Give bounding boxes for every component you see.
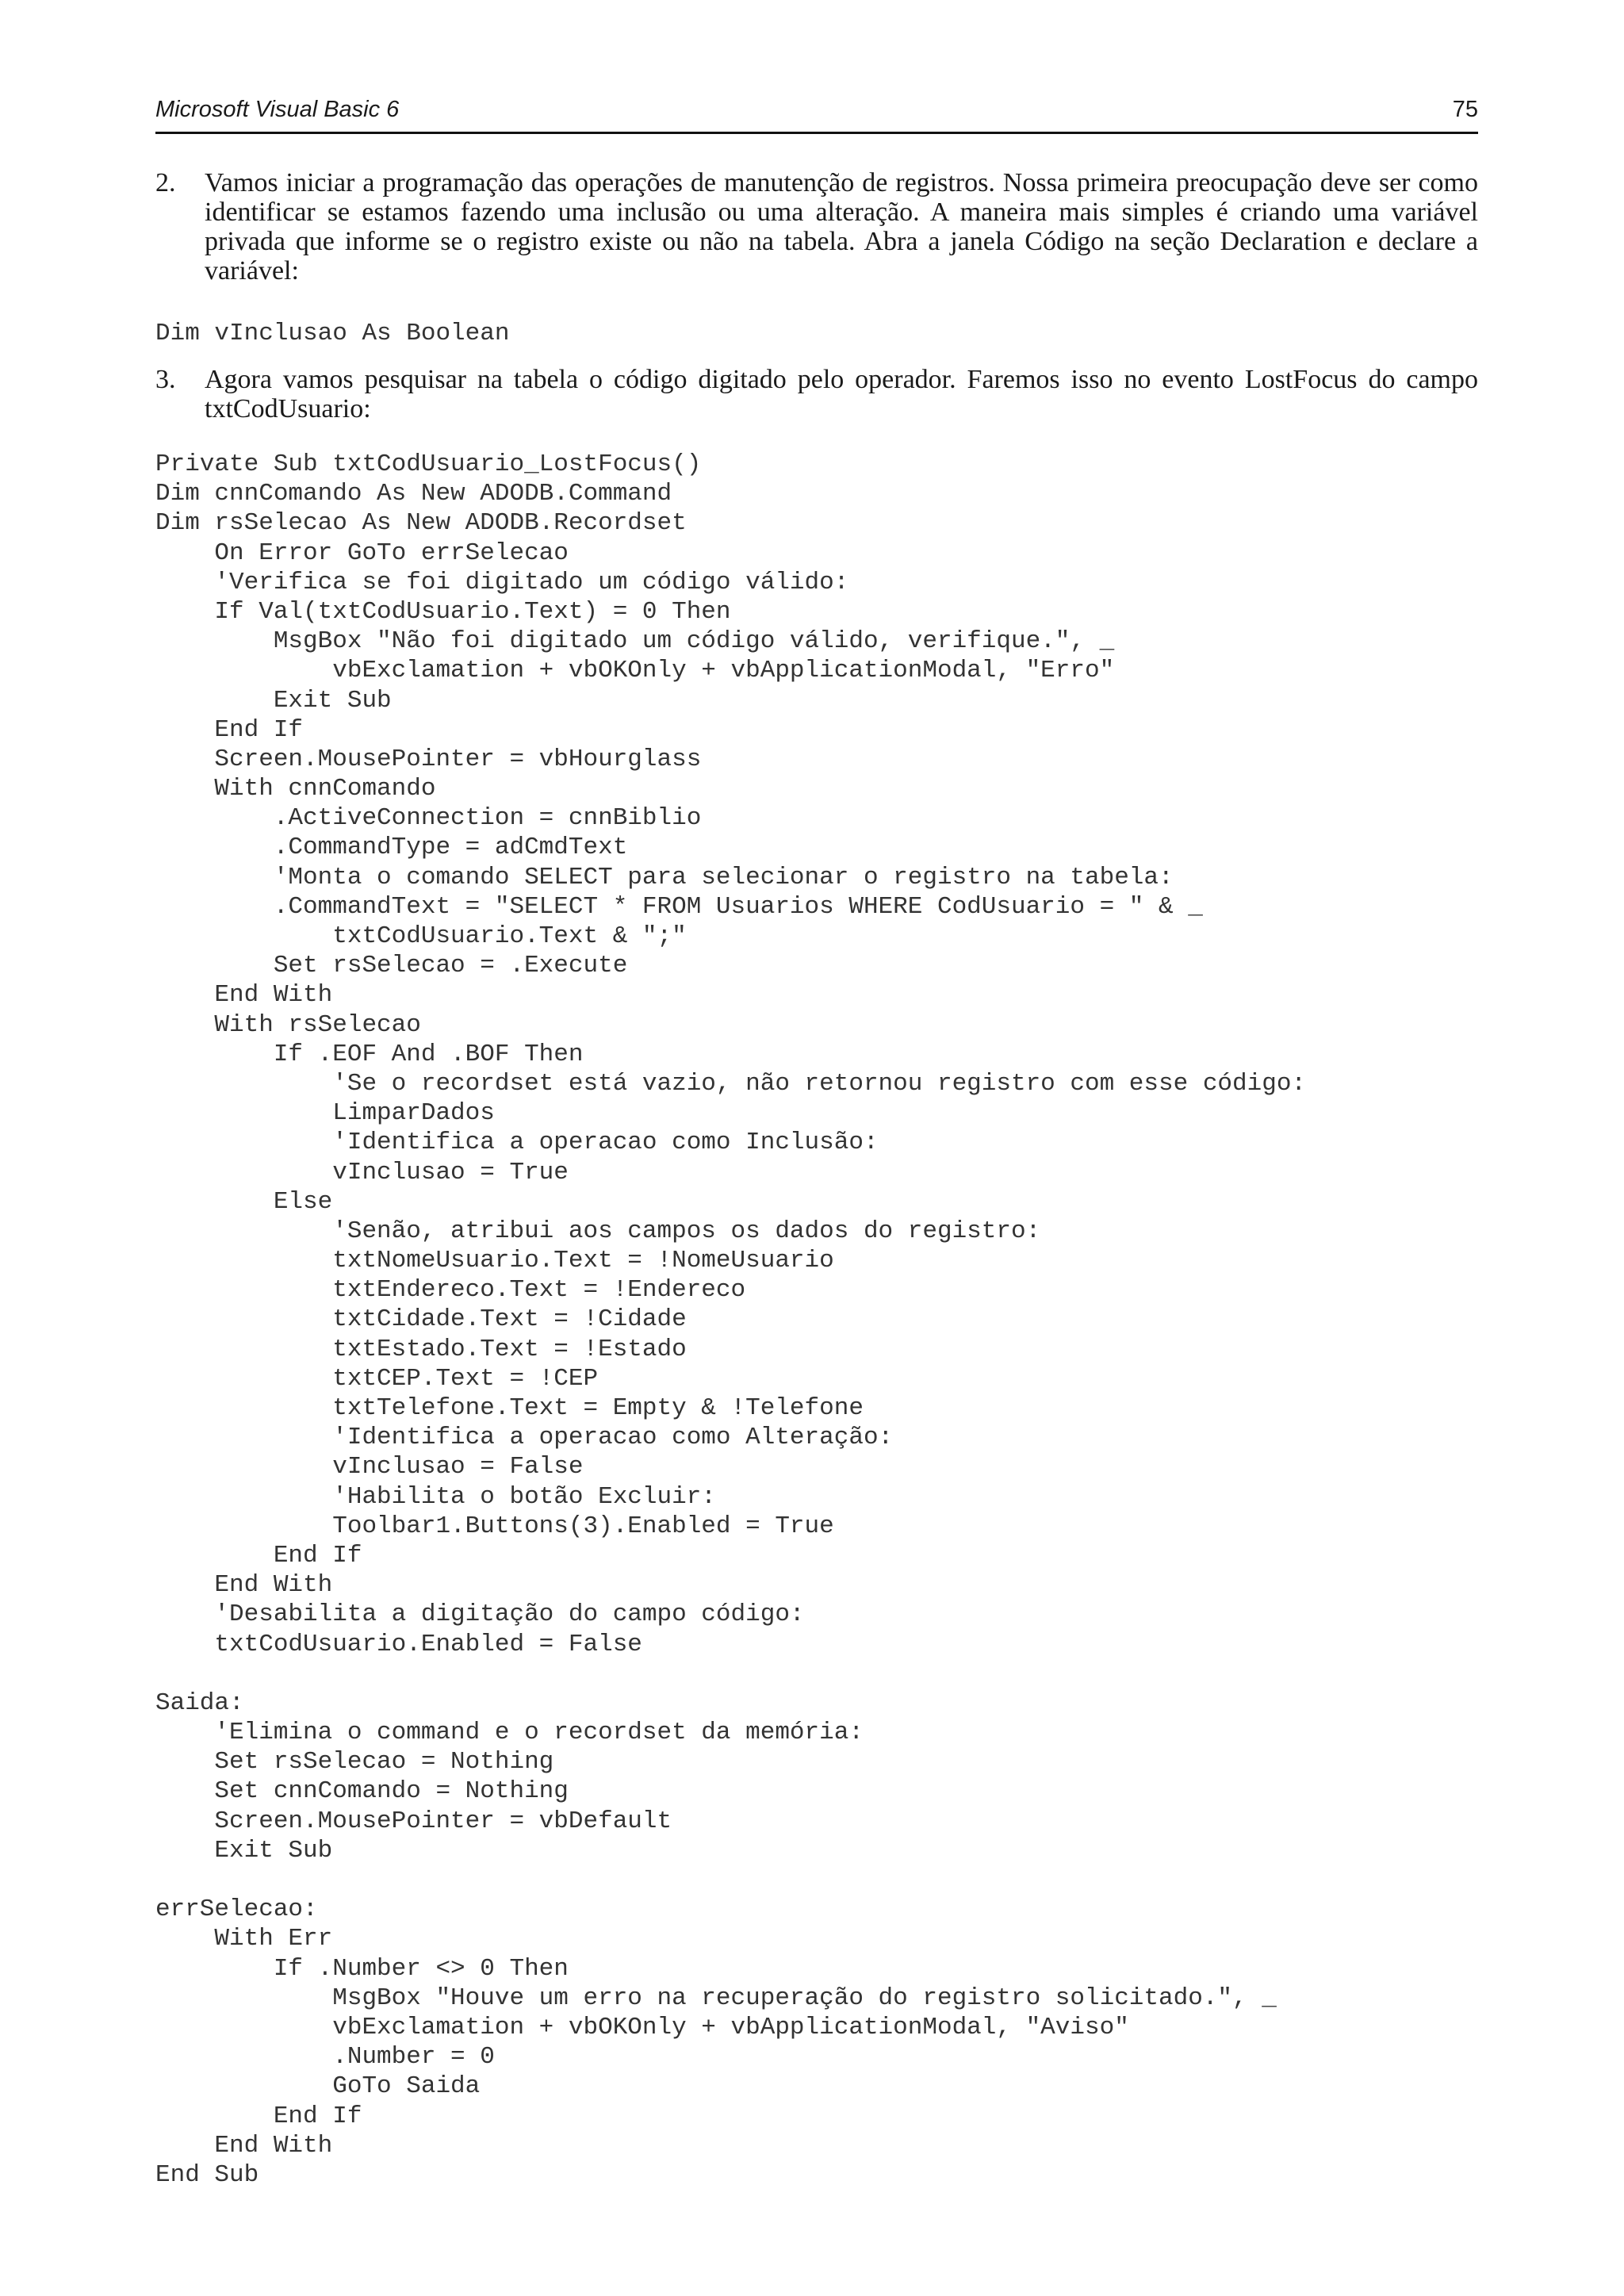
code-line: 'Elimina o command e o recordset da memória: <box>155 1719 864 1747</box>
code-line: 'Senão, atribui aos campos os dados do registro: <box>155 1217 1041 1245</box>
code-line: txtEstado.Text = !Estado <box>155 1335 687 1363</box>
code-line: vbExclamation + vbOKOnly + vbApplicationModal, "Aviso" <box>155 2013 1129 2041</box>
code-line: Exit Sub <box>155 1836 333 1865</box>
step-text: Agora vamos pesquisar na tabela o código digitado pelo operador. Faremos isso no evento LostFocus do campo txtCodUsuario: <box>205 365 1478 424</box>
code-line: End If <box>155 2102 362 2130</box>
code-line <box>155 1865 1306 1895</box>
code-line: errSelecao: <box>155 1895 318 1924</box>
code-line: Exit Sub <box>155 686 392 715</box>
code-line: txtNomeUsuario.Text = !NomeUsuario <box>155 1247 834 1275</box>
code-line: With cnnComando <box>155 775 436 803</box>
code-line: If Val(txtCodUsuario.Text) = 0 Then <box>155 597 731 626</box>
code-line: End If <box>155 715 304 744</box>
code-line: End With <box>155 2131 333 2160</box>
code-line: 'Se o recordset está vazio, não retornou registro com esse código: <box>155 1069 1307 1098</box>
code-line: LimparDados <box>155 1099 495 1128</box>
page-number: 75 <box>1452 97 1478 122</box>
code-line: MsgBox "Houve um erro na recuperação do registro solicitado.", _ <box>155 1984 1277 2012</box>
code-line: .CommandType = adCmdText <box>155 834 628 862</box>
code-line: Set rsSelecao = .Execute <box>155 952 628 980</box>
code-line: Else <box>155 1187 333 1216</box>
code-line: MsgBox "Não foi digitado um código válido, verifique.", _ <box>155 627 1115 656</box>
code-line: txtCEP.Text = !CEP <box>155 1364 599 1393</box>
code-line: Set rsSelecao = Nothing <box>155 1748 554 1777</box>
step-2-paragraph <box>155 168 1478 319</box>
code-line <box>155 1659 1306 1688</box>
code-line: If .EOF And .BOF Then <box>155 1040 584 1068</box>
code-line: txtEndereco.Text = !Endereco <box>155 1276 746 1305</box>
step-number: 3. <box>155 365 176 394</box>
code-line: txtCidade.Text = !Cidade <box>155 1305 687 1334</box>
variable-declaration-code: Dim vInclusao As Boolean <box>155 320 510 347</box>
page-header <box>155 94 1478 134</box>
code-line: Set cnnComando = Nothing <box>155 1777 569 1806</box>
code-line: End With <box>155 981 333 1010</box>
step-number: 2. <box>155 168 176 197</box>
code-line: 'Identifica a operacao como Inclusão: <box>155 1129 879 1157</box>
code-line: txtTelefone.Text = Empty & !Telefone <box>155 1394 864 1422</box>
step-text: Vamos iniciar a programação das operações de manutenção de registros. Nossa primeira preocupação deve ser como identificar se estamos fazendo uma inclusão ou uma alteração. A maneira mais simples é criando uma variável privada que informe se o registro existe ou não na tabela. Abra a janela Código na seção Declaration e declare a variável: <box>205 168 1478 286</box>
code-line: GoTo Saida <box>155 2072 481 2101</box>
header-title: Microsoft Visual Basic 6 <box>155 97 400 122</box>
code-line: 'Identifica a operacao como Alteração: <box>155 1424 894 1452</box>
code-line: Toolbar1.Buttons(3).Enabled = True <box>155 1512 834 1540</box>
code-line: 'Habilita o botão Excluir: <box>155 1482 716 1511</box>
code-line: .CommandText = "SELECT * FROM Usuarios WHERE CodUsuario = " & _ <box>155 892 1203 921</box>
code-line: If .Number <> 0 Then <box>155 1954 569 1983</box>
code-line: txtCodUsuario.Enabled = False <box>155 1630 642 1658</box>
code-line: Screen.MousePointer = vbDefault <box>155 1807 672 1835</box>
code-line: On Error GoTo errSelecao <box>155 539 569 567</box>
code-line: 'Monta o comando SELECT para selecionar o registro na tabela: <box>155 863 1174 891</box>
code-line: Dim rsSelecao As New ADODB.Recordset <box>155 509 687 538</box>
code-line: With Err <box>155 1925 333 1953</box>
code-line: vInclusao = True <box>155 1158 569 1186</box>
code-line: .Number = 0 <box>155 2043 495 2072</box>
code-line: End Sub <box>155 2160 259 2189</box>
code-line: Saida: <box>155 1688 244 1717</box>
code-line: txtCodUsuario.Text & ";" <box>155 922 687 950</box>
code-line: Private Sub txtCodUsuario_LostFocus() <box>155 450 702 478</box>
lostfocus-code-listing <box>155 450 1306 2190</box>
code-line: With rsSelecao <box>155 1010 421 1039</box>
code-line: 'Desabilita a digitação do campo código: <box>155 1600 805 1629</box>
code-line: vInclusao = False <box>155 1453 584 1481</box>
code-line: Screen.MousePointer = vbHourglass <box>155 745 702 773</box>
step-3-paragraph <box>155 365 1478 428</box>
code-line: .ActiveConnection = cnnBiblio <box>155 804 702 833</box>
code-line: End If <box>155 1541 362 1570</box>
code-line: 'Verifica se foi digitado um código válido: <box>155 568 849 596</box>
code-line: End With <box>155 1571 333 1600</box>
code-line: vbExclamation + vbOKOnly + vbApplicationModal, "Erro" <box>155 657 1115 685</box>
code-line: Dim cnnComando As New ADODB.Command <box>155 480 672 508</box>
